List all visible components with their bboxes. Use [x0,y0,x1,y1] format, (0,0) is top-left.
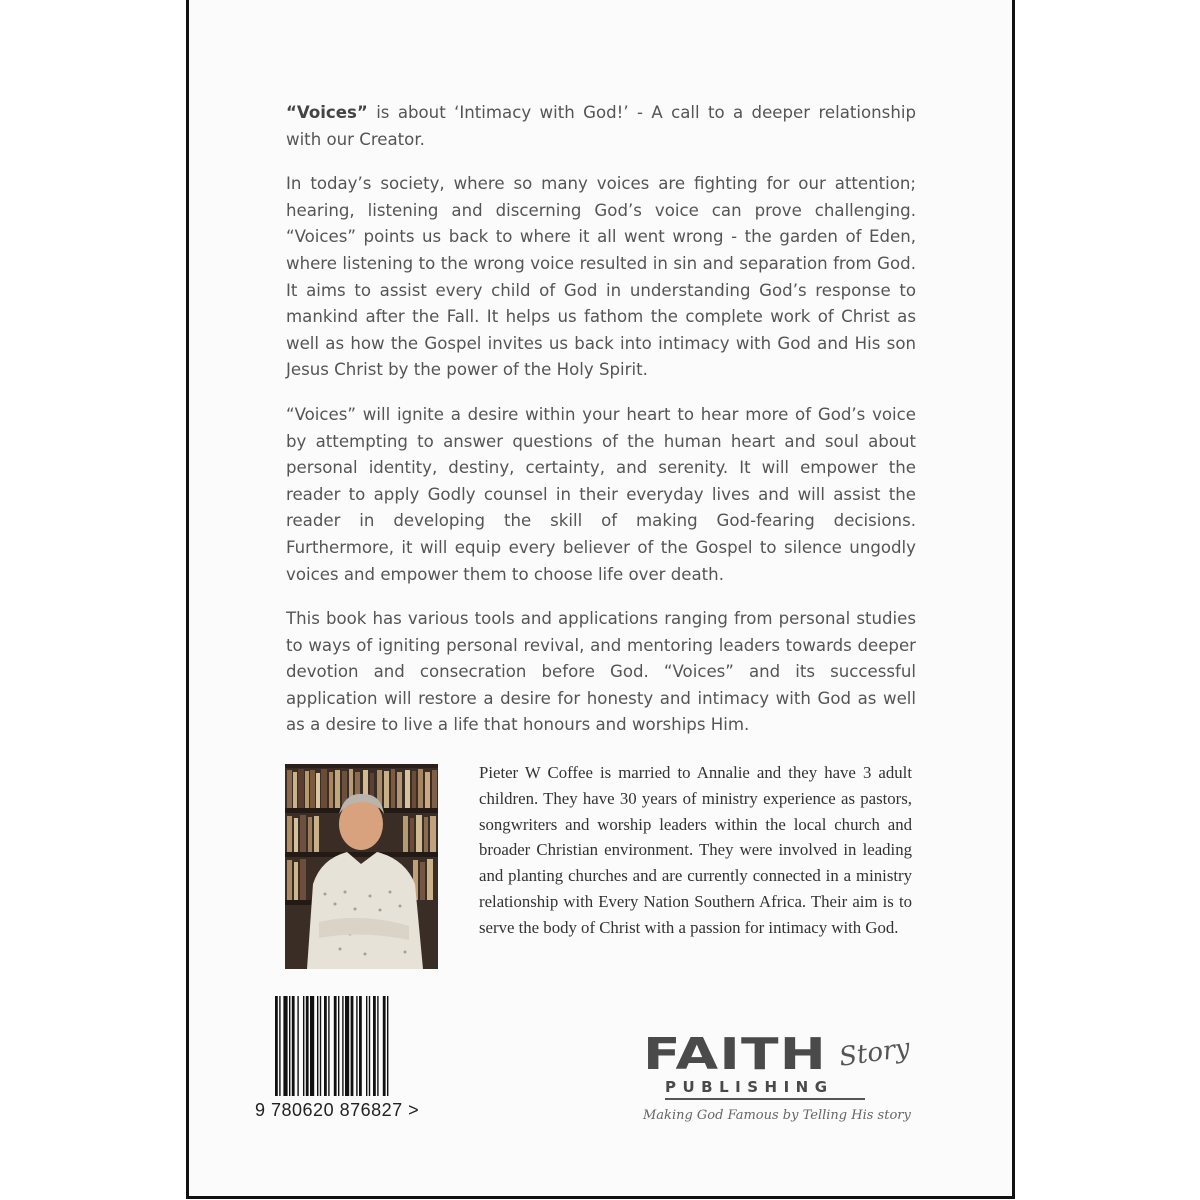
publisher-logo [639,1030,929,1135]
isbn-barcode [273,996,433,1096]
blurb-paragraph-3: “Voices” will ignite a desire within your heart to hear more of God’s voice by attempting to answer questions of the human heart and soul about personal identity, destiny, certainty, and serenity. It will empower the reader to apply Godly counsel in their everyday lives and will assist the reader in developing the skill of making God-fearing decisions. Furthermore, it will equip every believer of the Gospel to silence ungodly voices and empower them to choose life over death. [286,404,916,584]
isbn-number: 9 780620 876827 > [255,1100,420,1120]
publisher-name-sub: PUBLISHING [665,1078,834,1096]
author-photo [285,764,438,969]
blurb-intro-text: is about ‘Intimacy with God!’ - A call to a deeper relationship with our Creator. [286,103,916,149]
blurb-paragraph-1 [286,100,916,153]
barcode-bars [273,996,433,1096]
blurb-title-word: “Voices” [286,103,368,122]
book-back-cover [186,0,1015,1199]
author-bio-text: Pieter W Coffee is married to Annalie and they have 3 adult children. They have 30 years of ministry experience as pastors, songwriters and worship leaders within the local church and broader Christian environment. They were involved in leading and planting churches and are currently connected in a ministry relationship with Every Nation Southern Africa. Their aim is to serve the body of Christ with a passion for intimacy with God. [479,763,912,937]
book-blurb [286,100,916,757]
publisher-name-script: Story [837,1033,912,1073]
author-bio [479,760,912,941]
publisher-logo-rule [665,1098,865,1100]
blurb-paragraph-2: In today’s society, where so many voices are fighting for our attention; hearing, listening and discerning God’s voice can prove challenging. “Voices” points us back to where it all went wrong - the garden of Eden, where listening to the wrong voice resulted in sin and separation from God. It aims to assist every child of God in understanding God’s response to mankind after the Fall. It helps us fathom the complete work of Christ as well as how the Gospel invites us back into intimacy with God and His son Jesus Christ by the power of the Holy Spirit. [286,174,916,380]
author-photo-image [285,764,438,969]
blurb-paragraph-4: This book has various tools and applications ranging from personal studies to ways of igniting personal revival, and mentoring leaders towards deeper devotion and consecration before God. “Voices” and its successful application will restore a desire for honesty and intimacy with God as well as a desire to live a life that honours and worships Him. [286,609,916,735]
publisher-name-main: FAITH [643,1029,828,1080]
publisher-tagline: Making God Famous by Telling His story [643,1108,911,1123]
